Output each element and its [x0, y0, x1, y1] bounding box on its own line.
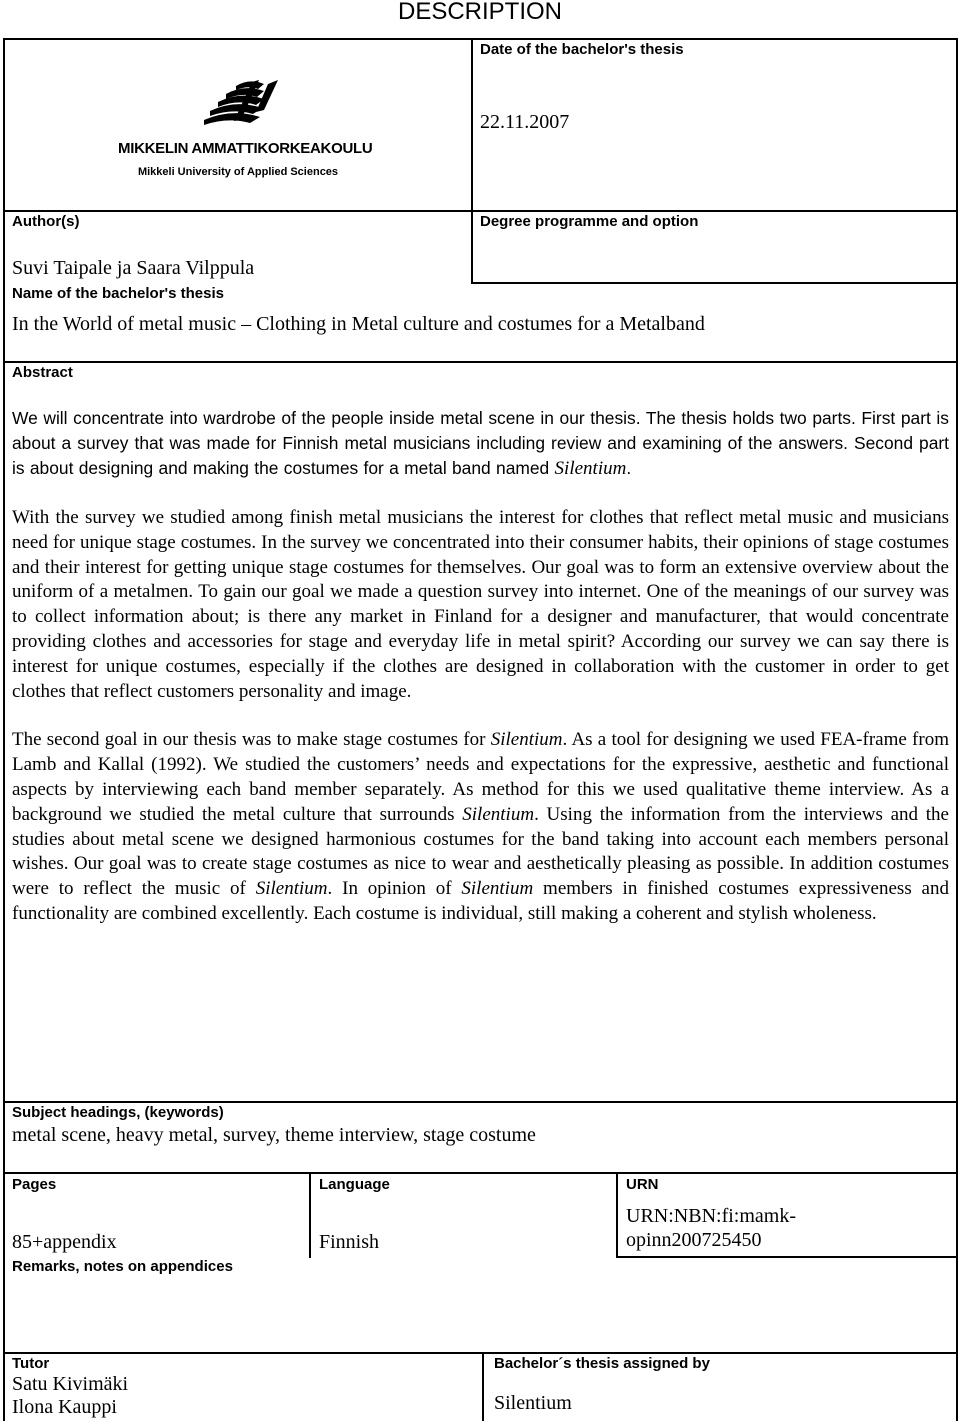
divider-tutor-assigned — [482, 1352, 484, 1421]
logo-name: MIKKELIN AMMATTIKORKEAKOULU — [118, 140, 373, 157]
abstract-p1-end: . — [626, 458, 632, 478]
thesis-name-value: In the World of metal music – Clothing in Metal culture and costumes for a Metalband — [12, 313, 705, 335]
urn-value-line1: URN:NBN:fi:mamk- — [626, 1205, 796, 1227]
wave-emblem-icon — [118, 78, 358, 138]
keywords-value: metal scene, heavy metal, survey, theme interview, stage costume — [12, 1124, 536, 1146]
divider-urn-bottom — [616, 1256, 958, 1258]
abstract-p3-text-d: . In opinion of — [327, 878, 462, 900]
thesis-name-label: Name of the bachelor's thesis — [12, 285, 224, 302]
tutor-label: Tutor — [12, 1355, 50, 1372]
language-label: Language — [319, 1176, 390, 1193]
university-logo — [118, 78, 373, 186]
pages-value: 85+appendix — [12, 1231, 117, 1253]
abstract-p1-text: We will concentrate into wardrobe of the people inside metal scene in our thesis. The thesis holds two parts. First part is about a survey that was made for Finnish metal musicians including review and examining of the answers. Second part is about designing and making the costumes for a metal band named — [12, 408, 949, 478]
frame-right-border — [956, 38, 958, 1421]
degree-label: Degree programme and option — [480, 213, 699, 230]
abstract-p3-text-e: members in finished costumes expressiveness and functionality are combined excellently. Each costume is individual, still making a coherent and stylish wholeness. — [12, 878, 949, 924]
abstract-p1-band-name: Silentium — [554, 458, 627, 479]
abstract-p3-band-name-d: Silentium — [461, 878, 534, 900]
date-label: Date of the bachelor's thesis — [480, 41, 684, 58]
pages-label: Pages — [12, 1176, 57, 1193]
divider-language-urn — [616, 1172, 618, 1258]
divider-above-pages — [3, 1172, 958, 1174]
abstract-p3-text-c: . Using the information from the interviews and the studies about metal scene we designed harmonious costumes for the band taking into account each members personal wishes. Our goal was to create stage costumes as nice to wear and aesthetically pleasing as possible. In addition costumes were to reflect the music of — [12, 803, 949, 900]
frame-left-border — [3, 38, 5, 1421]
logo-subtitle: Mikkeli University of Applied Sciences — [137, 166, 339, 178]
divider-pages-language — [309, 1172, 311, 1258]
tutor-name-2: Ilona Kauppi — [12, 1396, 117, 1418]
remarks-label: Remarks, notes on appendices — [12, 1258, 233, 1275]
date-value: 22.11.2007 — [480, 111, 570, 133]
divider-under-degree — [471, 282, 958, 284]
urn-label: URN — [626, 1176, 659, 1193]
divider-under-thesis-name — [3, 361, 958, 363]
frame-top-border — [3, 38, 958, 40]
abstract-paragraph-1 — [12, 406, 949, 481]
divider-header-vertical — [471, 38, 473, 284]
urn-value-line2: opinn200725450 — [626, 1229, 762, 1251]
abstract-p3-text-a: The second goal in our thesis was to make stage costumes for — [12, 729, 491, 751]
abstract-p3-band-name-c: Silentium — [255, 878, 328, 900]
abstract-p3-band-name-a: Silentium — [490, 729, 563, 751]
divider-under-logo — [3, 210, 958, 212]
tutor-name-1: Satu Kivimäki — [12, 1373, 129, 1395]
divider-above-tutor — [3, 1352, 958, 1354]
abstract-p3-band-name-b: Silentium — [462, 803, 535, 825]
author-value: Suvi Taipale ja Saara Vilppula — [12, 257, 255, 279]
language-value: Finnish — [319, 1231, 380, 1253]
abstract-label: Abstract — [12, 364, 73, 381]
author-label: Author(s) — [12, 213, 80, 230]
abstract-body — [12, 406, 949, 927]
abstract-p3-text-b: . As a tool for designing we used FEA-frame from Lamb and Kallal (1992). We studied the customers’ needs and expectations for the expressive, aesthetic and functional aspects by interviewing each band member separately. As method for this we used qualitative theme interview. As a background we studied the metal culture that surrounds — [12, 729, 949, 825]
divider-above-keywords — [3, 1101, 958, 1103]
keywords-label: Subject headings, (keywords) — [12, 1104, 224, 1121]
page-title: DESCRIPTION — [397, 0, 562, 25]
assigned-by-value: Silentium — [494, 1392, 572, 1414]
abstract-paragraph-3 — [12, 728, 949, 926]
abstract-paragraph-2: With the survey we studied among finish metal musicians the interest for clothes that reflect metal music and musicians need for unique stage costumes. In the survey we concentrated into their consumer habits, their opinions of stage costumes and their interest for getting unique stage costumes for themselves. Our goal was to form an extensive overview about the uniform of a metalmen. To gain our goal we made a question survey into internet. One of the meanings of our survey was to collect information about; is there any market in Finland for a designer and manufacturer, that would concentrate providing clothes and accessories for stage and everyday life in metal spirit? According our survey we can say there is interest for unique costumes, especially if the clothes are designed in collaboration with the customer in order to get clothes that reflect customers personality and image. — [12, 507, 949, 702]
assigned-by-label: Bachelor´s thesis assigned by — [494, 1355, 710, 1372]
